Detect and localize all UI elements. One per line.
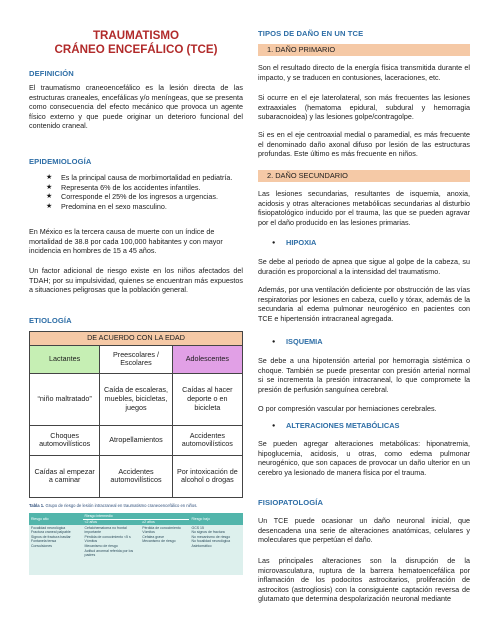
list-item: ★ Es la principal causa de morbimortalidad en pediatría. <box>61 173 275 183</box>
table-cell: Por intoxicación de alcohol o drogas <box>172 455 242 497</box>
list-item: ★ Predomina en el sexo masculino. <box>61 202 275 212</box>
risk-item: Fractura craneal palpable <box>31 530 71 535</box>
damage-types-heading: TIPOS DE DAÑO EN UN TCE <box>258 29 364 38</box>
secondary-damage-text: Las lesiones secundarias, resultantes de isquemia, anoxia, acidosis y otras alteraciones metabólicas secundarias al disturbio fisiopatológico inducido por el trauma, las que se pueden agravar por el daño producido en las lesiones primarias. <box>258 189 470 227</box>
risk-item: Actitud anormal referida por los padres <box>84 548 134 558</box>
physiopathology-heading: FISIOPATOLOGÍA <box>258 498 324 507</box>
ischemia-label: ● ISQUEMIA <box>258 337 323 347</box>
age-table-header: DE ACUERDO CON LA EDAD <box>30 332 243 346</box>
risk-group-table <box>29 513 243 575</box>
list-item: ★ Corresponde el 25% de los ingresos a urgencias. <box>61 192 275 202</box>
risk-item: Cefalohematoma no frontal importante <box>84 525 127 535</box>
risk-subheader-under-2: <2 años <box>83 519 141 525</box>
age-table-column-header: Preescolares / Escolares <box>100 345 172 373</box>
risk-item: Cefalea grave <box>142 534 165 539</box>
mexico-statistics-text: En México es la tercera causa de muerte con un índice de mortalidad de 38.8 por cada 100,000 habitantes y con mayor incidencia en hombres de 15 a 45 años. <box>29 227 223 256</box>
table-cell: Caídas al hacer deporte o en bicicleta <box>172 373 242 425</box>
risk-item: No signos de fractura <box>191 530 225 535</box>
list-item: ★ Representa 6% de los accidentes infantiles. <box>61 183 275 193</box>
epidemiology-list <box>29 173 275 211</box>
physiopathology-text-1: Un TCE puede ocasionar un daño neuronal inicial, que desencadena una serie de alteraciones anatómicas, celulares y moleculares que perpetúan el daño. <box>258 516 470 545</box>
definition-heading: DEFINICIÓN <box>29 69 74 78</box>
ischemia-text-2: O por compresión vascular por herniaciones cerebrales. <box>258 404 437 413</box>
risk-item: Mecanismo de riesgo <box>84 544 118 549</box>
secondary-damage-bar: 2. DAÑO SECUNDARIO <box>258 170 470 182</box>
table-cell: Accidentes automovilísticos <box>100 455 172 497</box>
table-cell: Caídas al empezar a caminar <box>30 455 100 497</box>
primary-damage-text-3: Si es en el eje centroaxial medial o paramedial, es más frecuente el denominado daño axonal difuso por lesión de las estructuras profundas. Este último es más frecuente en niños. <box>258 130 470 159</box>
risk-column-high <box>29 525 83 575</box>
ischemia-text-1: Se debe a una hipotensión arterial por hemorragia sistémica o choque. También se puede presentar con presión arterial normal si se incrementa la presión intracraneal, lo que compromete la presión de perfusión sanguínea cerebral. <box>258 356 470 394</box>
risk-table-caption <box>29 503 243 508</box>
risk-item: Vómitos <box>142 530 155 535</box>
metabolic-text: Se pueden agregar alteraciones metabólicas: hiponatremia, hipoglucemia, acidosis, u otras, como edema pulmonar neurogénico, que son capaces de provocar un daño ulterior en un cerebro ya lesionado de manera física por el trauma. <box>258 439 470 477</box>
definition-text: El traumatismo craneoencefálico es la lesión directa de las estructuras craneales, encefálicas y/o meníngeas, que se presenta como consecuencia del efecto mecánico que provoca un agente físico externo y que puede originar un deterioro funcional del contenido craneal. <box>29 83 243 131</box>
risk-item: Pérdida de conocimiento <box>142 525 181 530</box>
metabolic-label: ● ALTERACIONES METABÓLICAS <box>258 421 399 431</box>
risk-item: Asintomático <box>191 544 212 549</box>
risk-item: No focalidad neurológica <box>191 539 231 544</box>
risk-item: Vómitos <box>84 539 98 544</box>
risk-column-intermediate-under-2 <box>83 525 141 575</box>
table-cell: Choques automovilísticos <box>30 425 100 455</box>
age-table-column-header: Lactantes <box>30 345 100 373</box>
title-line-2: CRÁNEO ENCEFÁLICO (TCE) <box>54 43 218 56</box>
primary-damage-text-1: Son el resultado directo de la energía física transmitida durante el impacto, y se traducen en contusiones, laceraciones, etc. <box>258 63 470 82</box>
risk-header-high: Riesgo alto <box>29 513 83 525</box>
table-cell: “niño maltratado” <box>30 373 100 425</box>
hypoxia-label: ● HIPOXIA <box>258 238 316 248</box>
physiopathology-text-2: Las principales alteraciones son la disrupción de la microvasculatura, ruptura de la barrera hematoencefálica por inflamación de los podocitos astrocitarios, proliferación de astrocitos (astrogliosis) con la consiguiente captación reversa de glutamato que determina despolarización neuronal mediante <box>258 556 470 604</box>
hypoxia-text-2: Además, por una ventilación deficiente por obstrucción de las vías respiratorias por lesiones en cabeza, cuello y tórax, además de la secundaria al edema pulmonar neurogénico en pacientes con TCE e hipertensión intracraneal agregada. <box>258 285 470 323</box>
risk-item: Convulsiones <box>31 544 53 549</box>
risk-item: Fontanela tensa <box>31 539 57 544</box>
risk-header-intermediate: Riesgo intermedio <box>83 513 190 519</box>
hypoxia-text-1: Se debe al periodo de apnea que sigue al golpe de la cabeza, su duración es proporcional a la intensidad del traumatismo. <box>258 257 470 276</box>
risk-item: Focalidad neurológica <box>31 525 66 530</box>
risk-item: Pérdida de conocimiento <5 s <box>84 534 131 539</box>
risk-table-caption-label: Tabla 1. <box>29 503 45 508</box>
etiology-age-table <box>29 331 243 498</box>
epidemiology-heading: EPIDEMIOLOGÍA <box>29 157 92 166</box>
title-line-1: TRAUMATISMO <box>92 29 180 42</box>
primary-damage-bar: 1. DAÑO PRIMARIO <box>258 44 470 56</box>
age-table-column-header: Adolescentes <box>172 345 242 373</box>
risk-item: GCS 15 <box>191 525 204 530</box>
document-title <box>29 29 243 57</box>
risk-column-intermediate-over-2 <box>140 525 189 575</box>
risk-column-low <box>189 525 243 575</box>
table-cell: Accidentes automovilísticos <box>172 425 242 455</box>
risk-header-low: Riesgo bajo <box>189 513 243 525</box>
risk-table-caption-text: Grupo de riesgo de lesión intracraneal en traumatismo craneoencefálico en niños. <box>45 503 198 508</box>
primary-damage-text-2: Si ocurre en el eje laterolateral, son más frecuentes las lesiones extraaxiales (hematoma epidural, subdural y hemorragia subaracnoidea) y las lesiones golpe/contragolpe. <box>258 93 470 122</box>
risk-item: Mecanismo de riesgo <box>142 539 176 544</box>
risk-item: Signos de fractura basilar <box>31 534 71 539</box>
risk-item: No mecanismo de riesgo <box>191 534 231 539</box>
table-cell: Atropellamientos <box>100 425 172 455</box>
risk-subheader-over-2: ≥2 años <box>140 519 189 525</box>
table-cell: Caída de escaleras, muebles, bicicletas, juegos <box>100 373 172 425</box>
etiology-heading: ETIOLOGÍA <box>29 316 72 325</box>
tdah-risk-text: Un factor adicional de riesgo existe en los niños afectados del TDAH; por su impulsividad, quienes se encuentran más expuestos a situaciones peligrosas que la población general. <box>29 266 243 295</box>
